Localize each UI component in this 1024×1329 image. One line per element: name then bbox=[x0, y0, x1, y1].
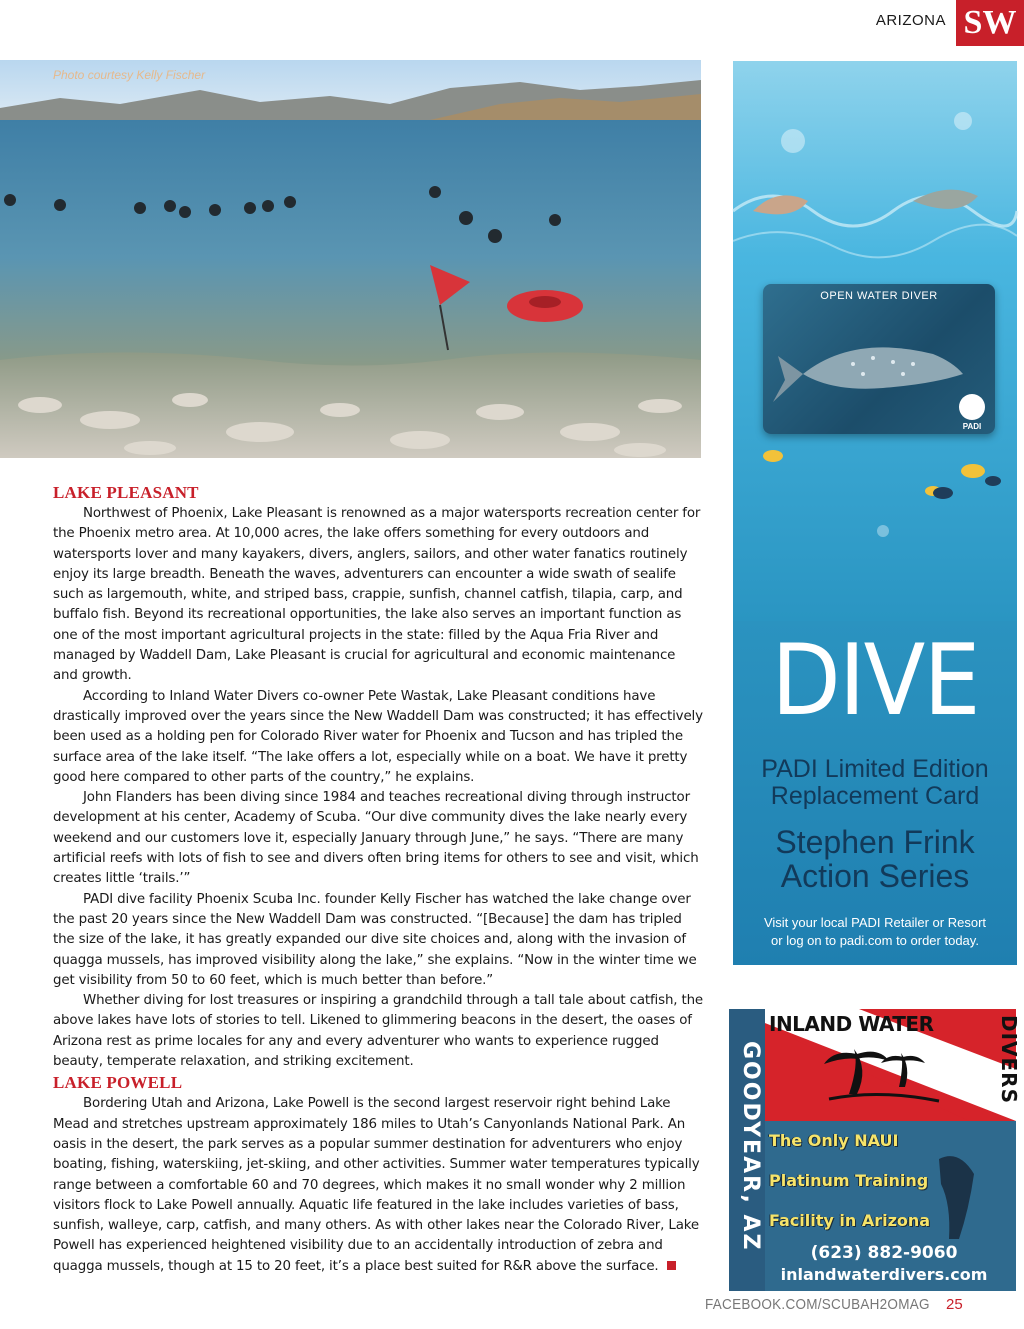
iwd-divers-vertical: DIVERS bbox=[997, 1015, 1021, 1104]
ad-line: PADI Limited Edition bbox=[761, 755, 989, 783]
ad-line: Replacement Card bbox=[770, 782, 980, 810]
magazine-logo: SW bbox=[956, 0, 1024, 46]
ad-line: Visit your local PADI Retailer or Resort bbox=[763, 915, 987, 930]
end-square-icon bbox=[667, 1261, 676, 1270]
ad-line: Stephen Frink bbox=[775, 824, 975, 860]
footer-website-link[interactable]: FACEBOOK.COM/SCUBAH2OMAG bbox=[705, 1296, 930, 1313]
paragraph-last bbox=[53, 1094, 703, 1277]
iwd-website-link[interactable]: inlandwaterdivers.com bbox=[780, 1265, 988, 1284]
paragraph: Northwest of Phoenix, Lake Pleasant is renowned as a major watersports recreation center for the Phoenix metro area. At 10,000 acres, the lake offers something for every outdoors and watersports lover and many kayakers, divers, anglers, sailors, and other water fanatics routinely enjoy its large breadth. Beneath the waves, adventurers can encounter a wide swath of sealife such as largemouth, white, and striped bass, crappie, sunfish, channel catfish, tilapia, carp, and buffalo fish. Beyond its recreational opportunities, the lake also serves an important function as one of the most important agricultural projects in the state: filled by the Aqua Fria River and managed by Waddell Dam, Lake Pleasant is crucial for agricultural and economic maintenance and growth. bbox=[53, 506, 701, 684]
lake-photo bbox=[0, 60, 701, 458]
heading-lake-pleasant: LAKE PLEASANT bbox=[53, 483, 199, 502]
paragraph: Whether diving for lost treasures or inspiring a grandchild through a tall tale about catfish, the above lakes have lots of stories to tell. Likened to glimmering beacons in the desert, the oases of Arizona rest as prime locales for any and every adventurer who wants to experience rugged beauty, temperate relaxation, and striking excitement. bbox=[53, 993, 704, 1070]
padi-logo-text: PADI bbox=[962, 422, 982, 431]
iwd-city-vertical: GOODYEAR, AZ bbox=[738, 1041, 763, 1252]
article-body bbox=[53, 482, 703, 1277]
iwd-phone[interactable]: (623) 882-9060 bbox=[810, 1243, 958, 1263]
ad-title: DIVE bbox=[771, 624, 979, 738]
iwd-tagline: Platinum Training bbox=[769, 1171, 929, 1190]
paragraph-text: Bordering Utah and Arizona, Lake Powell is the second largest reservoir right behind Lake Mead and stretches upstream approximately 186 miles to Utah’s Canyonlands National Park. An oasis in the desert, the park serves as a popular summer destination for adventurers who enjoy boating, fishing, waterskiing, jet-skiing, and other activities. Summer water temperatures typically range between a comfortable 60 and 70 degrees, which makes it no small wonder why 2 million visitors flock to Lake Powell annually. Aquatic life featured in the lake includes varieties of bass, sunfish, walleye, carp, catfish, and many others. As with other lakes near the Colorado River, Lake Powell has experienced heightened visibility due to an accidentally introduction of zebra and quagga mussels, though at 15 to 20 feet, it’s a place best suited for R&R above the surface. bbox=[53, 1096, 700, 1274]
ad-line: Action Series bbox=[780, 858, 970, 894]
inland-water-divers-advertisement[interactable] bbox=[729, 1009, 1021, 1291]
paragraph: According to Inland Water Divers co-owner Pete Wastak, Lake Pleasant conditions have drastically improved over the years since the New Waddell Dam was constructed; it has effectively been used as a holding pen for Colorado River water for Phoenix and Tucson and has tripled the surface area of the lake itself. “The lake offers a lot, especially while on a boat. We have it pretty good here compared to other parts of the country,” he explains. bbox=[53, 688, 703, 785]
padi-advertisement[interactable] bbox=[733, 61, 1017, 965]
iwd-tagline: The Only NAUI bbox=[769, 1131, 899, 1150]
heading-lake-powell: LAKE POWELL bbox=[53, 1073, 183, 1093]
iwd-brand: INLAND WATER bbox=[769, 1012, 934, 1036]
paragraph: PADI dive facility Phoenix Scuba Inc. founder Kelly Fischer has watched the lake change over the past 20 years since the New Waddell Dam was constructed. “[Because] the dam has tripled the size of the lake, it has greatly expanded our dive site choices and, along with the invasion of quagga mussels, has improved visibility along the lake,” she explains. “Now in the winter time we get visibility from 50 to 60 feet, which is much better than before.” bbox=[53, 891, 697, 988]
dive-card-image bbox=[763, 284, 995, 434]
section-label: ARIZONA bbox=[875, 12, 946, 29]
photo-credit: Photo courtesy Kelly Fischer bbox=[53, 68, 206, 82]
padi-logo-icon bbox=[959, 394, 985, 431]
card-label: OPEN WATER DIVER bbox=[820, 290, 938, 302]
paragraph: John Flanders has been diving since 1984 and teaches recreational diving through instructor development at his center, Academy of Scuba. “Our dive community dives the lake nearly every weekend and our customers love it, especially January through June,” he says. “There are many artificial reefs with lots of fish to see and divers often bring items for others to see and visit, which creates little ‘trails.’” bbox=[53, 790, 699, 887]
iwd-tagline: Facility in Arizona bbox=[769, 1211, 931, 1230]
page-number: 25 bbox=[946, 1296, 963, 1313]
ad-line: or log on to padi.com to order today. bbox=[771, 933, 979, 948]
